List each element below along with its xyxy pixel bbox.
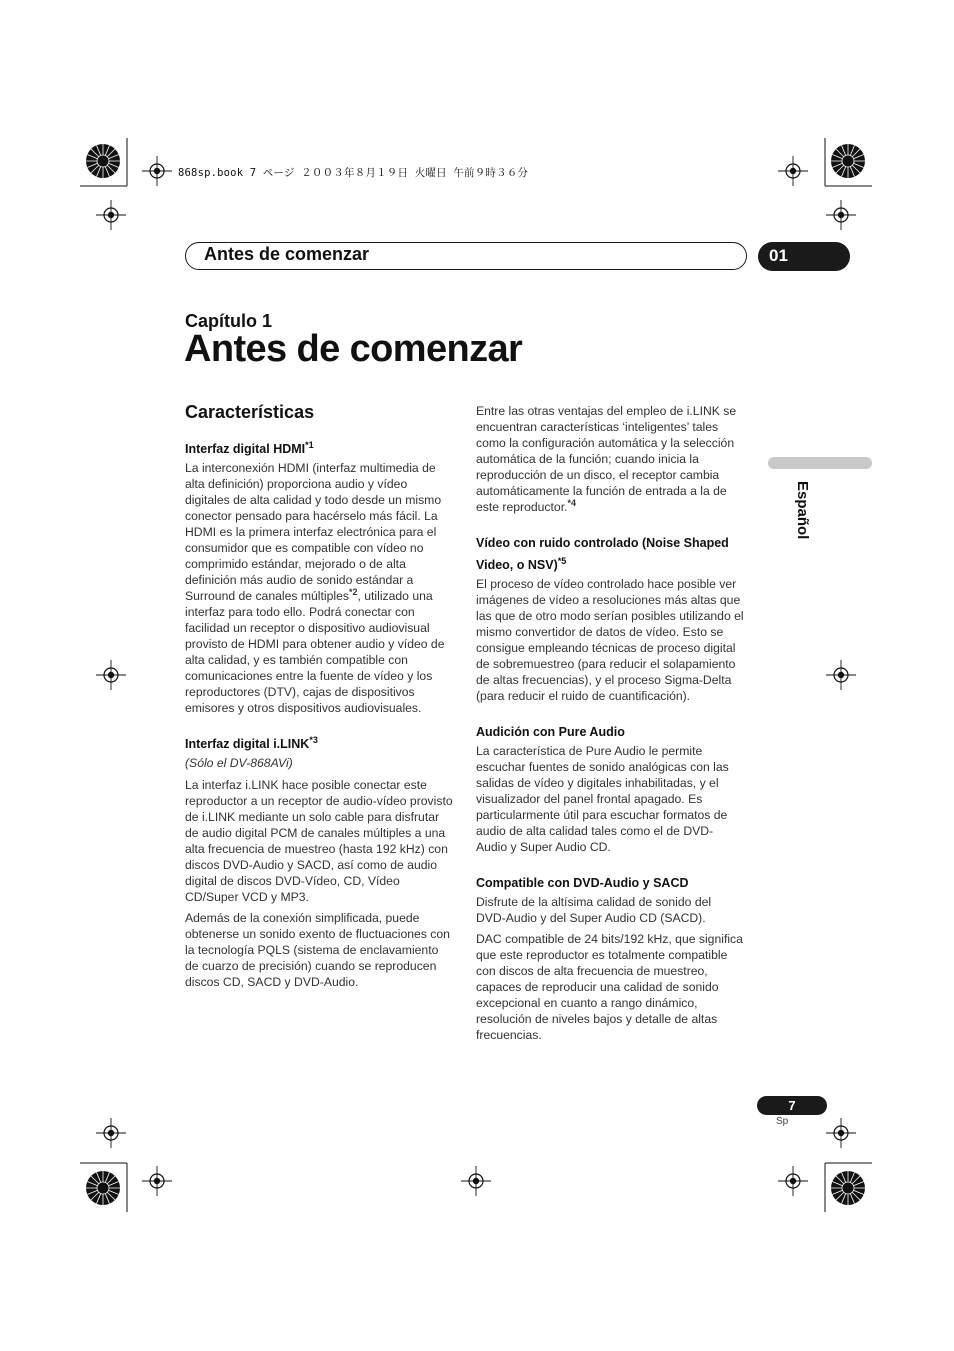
language-tab-bar (768, 457, 872, 469)
crosshair-mark (826, 1118, 856, 1148)
crosshair-mark (778, 1166, 808, 1196)
ilink-advantages-text: Entre las otras ventajas del empleo de i.LINK se encuentran características ‘inteligentes’ tales como la configuración automática y la selección automática de la función; cuando inicia la reproducción de un disco, el receptor cambia automáticamente la función de entrada a la de este reproductor.$^{*4}$ (476, 404, 737, 514)
ilink-model-note: (Sólo el DV-868AVi) (185, 756, 293, 770)
hdmi-text: La interconexión HDMI (interfaz multimedia de alta definición) proporciona audio y vídeo digitales de alta calidad y todo desde un mismo conector pensado para hacérselo más fácil. La HDMI es la primera interfaz electrónica para el consumidor que es compatible con vídeo no comprimido estándar, mejorado o de alta definición más audio de sonido estándar a Surround de canales múltiples$^{*2}$, utilizado una interfaz para todo ello. Podrá conectar con facilidad un receptor o dispositivo audiovisual provisto de HDMI para obtener audio y vídeo de alta calidad, y es también compatible con comunicaciones entre la fuente de vídeo y los reproductores (DTV), cajas de dispositivos emisores y otros dispositivos audiovisuales. (185, 461, 445, 715)
nsv-text: El proceso de vídeo controlado hace posible ver imágenes de vídeo a resoluciones más altas que las que de otro modo serían posibles utilizando el mismo convertidor de datos de vídeo. Esto se consigue empleando técnicas de proceso digital de sobremuestreo (para reducir el solapamiento de altas frecuencias), y el proceso Sigma-Delta (para reducir el ruido de cuantificación). (476, 577, 744, 703)
dvd-sacd-paragraph-1: Disfrute de la altísima calidad de sonido del DVD-Audio y del Super Audio CD (SACD). (476, 895, 712, 925)
page-number: 7 (757, 1096, 827, 1115)
chapter-title: Antes de comenzar (184, 328, 523, 370)
starburst-mark-bottom-right (831, 1171, 865, 1205)
crosshair-mark (826, 200, 856, 230)
starburst-mark-top-left (86, 144, 120, 178)
left-column (185, 438, 453, 995)
starburst-mark-top-right (831, 144, 865, 178)
pure-audio-text: La característica de Pure Audio le permite escuchar fuentes de sonido analógicas con las salidas de vídeo y digitales inhabilitadas, y el visualizador del panel frontal apagado. Es particularmente útil para escuchar formatos de audio de alta calidad tales como el de DVD-Audio y Super Audio CD. (476, 744, 729, 854)
crosshair-mark (778, 156, 808, 186)
page-language-suffix: Sp (776, 1116, 789, 1127)
crosshair-mark (96, 1118, 126, 1148)
right-column (476, 403, 744, 1048)
nsv-heading: Vídeo con ruido controlado (Noise Shaped Video, o NSV)$^{*5}$ (476, 536, 729, 572)
file-header: 868sp.book 7 ページ ２００３年８月１９日 火曜日 午前９時３６分 (178, 167, 529, 179)
pure-audio-heading: Audición con Pure Audio (476, 725, 625, 739)
crosshair-mark (142, 156, 172, 186)
crosshair-mark (96, 660, 126, 690)
hdmi-heading: Interfaz digital HDMI$^{*1}$ (185, 439, 314, 456)
ilink-heading: Interfaz digital i.LINK$^{*3}$ (185, 734, 318, 751)
chapter-label: Capítulo 1 (185, 311, 273, 331)
crosshair-mark (826, 660, 856, 690)
ilink-paragraph-2: Además de la conexión simplificada, puede obtenerse un sonido exento de fluctuaciones con la tecnología PQLS (sistema de enclavamiento de cuarzo de precisión) cuando se reproducen discos CD, SACD y DVD-Audio. (185, 911, 450, 989)
section-title: Características (185, 402, 315, 422)
dvd-sacd-heading: Compatible con DVD-Audio y SACD (476, 876, 689, 890)
header-title: Antes de comenzar (204, 244, 370, 264)
language-tab-label: Español (794, 481, 811, 540)
crosshair-mark (96, 200, 126, 230)
crosshair-mark (461, 1166, 491, 1196)
crosshair-mark (142, 1166, 172, 1196)
starburst-mark-bottom-left (86, 1171, 120, 1205)
chapter-number-badge: 01 (758, 242, 850, 271)
dvd-sacd-paragraph-2: DAC compatible de 24 bits/192 kHz, que significa que este reproductor es totalmente compatible con discos de alta frecuencia de muestreo, capaces de reproducir una calidad de sonido excepcional en cuanto a rango dinámico, resolución de niveles bajos y detalle de altas frecuencias. (476, 932, 743, 1042)
ilink-paragraph-1: La interfaz i.LINK hace posible conectar este reproductor a un receptor de audio-vídeo provisto de i.LINK mediante un solo cable para disfrutar de audio digital PCM de canales múltiples a una alta frecuencia de muestreo (hasta 192 kHz) con discos DVD-Audio y SACD, así como de audio digital de discos DVD-Vídeo, CD, Vídeo CD/Super VCD y MP3. (185, 778, 453, 904)
